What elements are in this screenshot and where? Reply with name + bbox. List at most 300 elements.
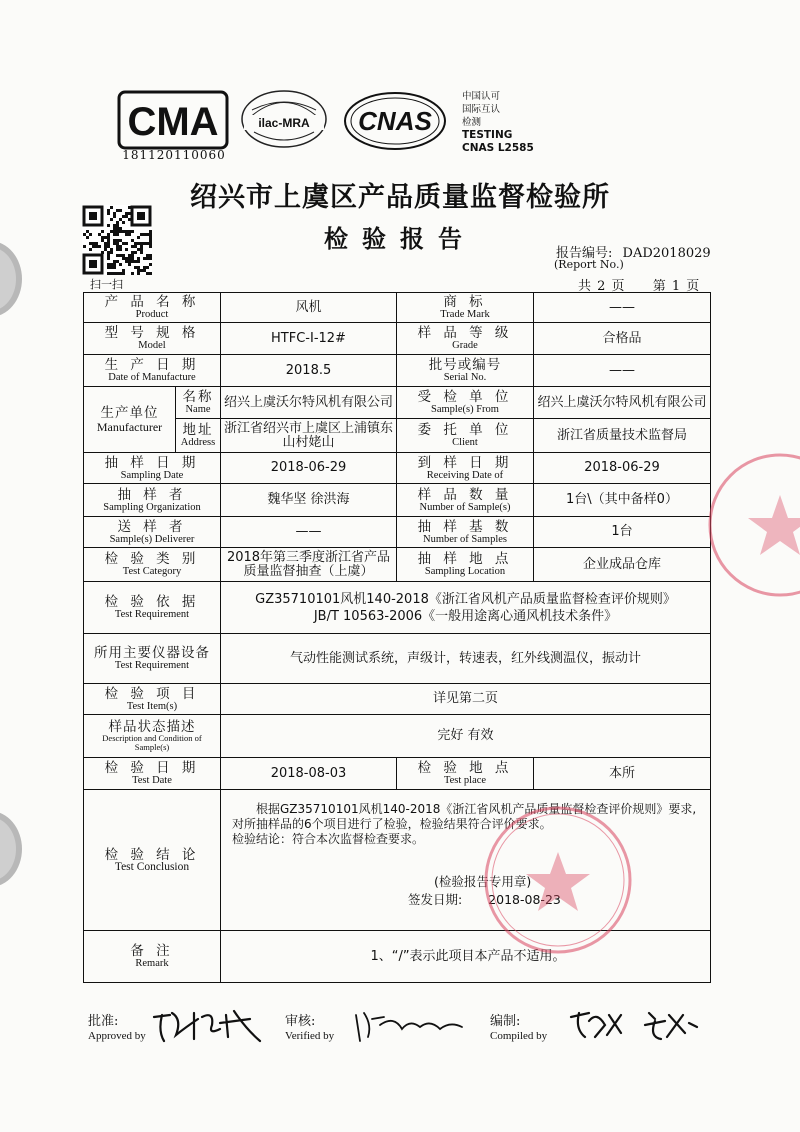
table-row: [84, 582, 711, 634]
cnas-logo-text: CNAS: [358, 106, 432, 136]
qr-module: [146, 242, 149, 245]
qr-module: [137, 257, 140, 260]
qr-module: [89, 242, 92, 245]
instruments-label-cell: [84, 634, 221, 684]
qr-module: [143, 269, 146, 272]
qr-module: [125, 242, 128, 245]
test-items-value: 详见第二页: [221, 684, 711, 715]
qr-module: [146, 233, 149, 236]
cma-logo-text: CMA: [127, 100, 219, 144]
table-row: [84, 758, 711, 790]
qr-module: [101, 236, 104, 239]
report-number-en: (Report No.): [554, 258, 624, 271]
issue-date-value: 2018-08-23: [488, 892, 561, 907]
qr-module: [116, 230, 119, 233]
table-row: [84, 453, 711, 484]
qr-module: [131, 251, 134, 254]
test-basis-label-cell: [84, 582, 221, 634]
cnas-line-4: TESTING: [462, 129, 513, 141]
manufacturer-label-cell: [84, 387, 176, 453]
sampling-org-label-en: Sampling Organization: [103, 501, 201, 513]
qr-module: [137, 266, 140, 269]
qr-module: [119, 263, 122, 266]
qr-module: [104, 248, 107, 251]
qr-module: [107, 257, 110, 260]
qr-module: [134, 242, 137, 245]
qr-module: [119, 230, 122, 233]
qr-module: [146, 272, 149, 275]
qr-module: [149, 242, 152, 245]
model-value: HTFC-I-12#: [221, 323, 397, 355]
test-basis-line-1: GZ35710101风机140-2018《浙江省风机产品质量监督检查评价规则》: [255, 591, 676, 607]
qr-module: [125, 215, 128, 218]
qr-module: [98, 233, 101, 236]
test-items-label-en: Test Item(s): [126, 700, 178, 712]
qr-module: [131, 257, 134, 260]
table-row: [84, 419, 711, 453]
qr-module: [116, 260, 119, 263]
sample-base-label-cell: [397, 517, 534, 548]
test-date-label-cell: [84, 758, 221, 790]
qr-module: [122, 272, 125, 275]
qr-module: [107, 254, 110, 257]
qr-module: [83, 233, 86, 236]
qr-module: [131, 230, 134, 233]
qr-module: [107, 266, 110, 269]
sampling-date-label-en: Sampling Date: [120, 469, 184, 481]
binder-clip-bottom: [0, 810, 28, 888]
qr-code: [82, 205, 152, 275]
model-label: 型 号 规 格: [104, 325, 200, 341]
cma-logo: [117, 88, 229, 152]
qr-module: [86, 230, 89, 233]
test-category-label: 检 验 类 别: [104, 551, 200, 567]
qr-module: [134, 266, 137, 269]
verified-signature: [350, 1005, 470, 1045]
qr-module: [137, 248, 140, 251]
qr-module: [128, 257, 131, 260]
table-row: [84, 484, 711, 517]
qr-module: [110, 272, 113, 275]
table-row: [84, 355, 711, 387]
product-value: 风机: [221, 293, 397, 323]
conclusion-label-en: Test Conclusion: [114, 860, 190, 873]
qr-module: [128, 263, 131, 266]
qr-module: [95, 245, 98, 248]
remark-label: 备 注: [130, 943, 174, 959]
sampling-org-label: 抽 样 者: [117, 486, 187, 503]
client-label-cell: [397, 419, 534, 453]
compiled-signature: [565, 1003, 705, 1045]
qr-module: [89, 248, 92, 251]
official-seal-right: [705, 440, 800, 610]
client-value: 浙江省质量技术监督局: [534, 419, 711, 453]
num-samples-label: 样 品 数 量: [417, 486, 513, 503]
qr-module: [119, 209, 122, 212]
ilac-mra-logo: [238, 88, 330, 150]
qr-module: [122, 254, 125, 257]
test-date-label: 检 验 日 期: [104, 760, 200, 776]
conclusion-line-3: 检验结论：符合本次监督检查要求。: [232, 832, 425, 846]
qr-module: [128, 233, 131, 236]
qr-module: [83, 245, 86, 248]
qr-module: [110, 263, 113, 266]
qr-module: [122, 269, 125, 272]
qr-module: [119, 272, 122, 275]
qr-module: [95, 242, 98, 245]
receiving-date-value: 2018-06-29: [534, 453, 711, 484]
qr-module: [101, 230, 104, 233]
qr-module: [131, 260, 134, 263]
qr-module: [113, 227, 116, 230]
qr-module: [143, 266, 146, 269]
instruments-value: 气动性能测试系统，声级计，转速表，红外线测温仪，振动计: [221, 634, 711, 684]
qr-module: [116, 224, 119, 227]
cnas-line-5: CNAS L2585: [462, 142, 534, 154]
qr-module: [116, 239, 119, 242]
sampling-location-label-cell: [397, 548, 534, 582]
compiled-label-en: Compiled by: [490, 1030, 548, 1042]
manufacturer-name-value: 绍兴上虞沃尔特风机有限公司: [221, 387, 397, 419]
organization-title: 绍兴市上虞区产品质量监督检验所: [190, 182, 610, 213]
sampling-date-label: 抽 样 日 期: [104, 454, 200, 471]
qr-module: [113, 242, 116, 245]
table-row: [84, 548, 711, 582]
qr-module: [116, 233, 119, 236]
qr-module: [140, 245, 143, 248]
qr-module: [125, 257, 128, 260]
num-samples-label-en: Number of Sample(s): [419, 501, 511, 513]
qr-module: [149, 254, 152, 257]
qr-module: [119, 218, 122, 221]
test-date-value: 2018-08-03: [221, 758, 397, 790]
qr-module: [107, 209, 110, 212]
qr-module: [89, 233, 92, 236]
manufacturer-name-label: 名称: [182, 389, 214, 405]
qr-module: [113, 263, 116, 266]
sampling-org-label-cell: [84, 484, 221, 517]
qr-module: [113, 215, 116, 218]
qr-module: [107, 263, 110, 266]
qr-module: [125, 260, 128, 263]
qr-module: [149, 257, 152, 260]
qr-module: [119, 239, 122, 242]
qr-module: [131, 254, 134, 257]
qr-module: [143, 233, 146, 236]
serial-label: 批号或编号: [428, 357, 502, 373]
qr-module: [107, 272, 110, 275]
qr-module: [134, 260, 137, 263]
qr-module: [101, 239, 104, 242]
qr-module: [98, 245, 101, 248]
qr-module: [128, 254, 131, 257]
receiving-date-label-cell: [397, 453, 534, 484]
table-row: [84, 517, 711, 548]
serial-label-cell: [397, 355, 534, 387]
qr-module: [149, 263, 152, 266]
test-place-label: 检 验 地 点: [417, 760, 513, 776]
qr-module: [113, 233, 116, 236]
serial-value: ——: [534, 355, 711, 387]
qr-module: [140, 269, 143, 272]
test-category-label-cell: [84, 548, 221, 582]
qr-module: [146, 266, 149, 269]
qr-module: [113, 266, 116, 269]
qr-module: [122, 215, 125, 218]
verified-block: [285, 1010, 334, 1042]
sample-from-label-cell: [397, 387, 534, 419]
qr-module: [110, 218, 113, 221]
qr-module: [107, 233, 110, 236]
qr-module: [113, 212, 116, 215]
page-number: 第 1 页: [652, 279, 700, 294]
model-label-cell: [84, 323, 221, 355]
qr-module: [137, 260, 140, 263]
table-row: [84, 684, 711, 715]
qr-module: [137, 272, 140, 275]
receiving-date-label: 到 样 日 期: [417, 454, 513, 471]
verified-label: 审核:: [285, 1014, 316, 1029]
report-special-seal: [478, 800, 638, 960]
qr-module: [128, 260, 131, 263]
qr-module: [92, 242, 95, 245]
qr-module: [110, 230, 113, 233]
manufacturer-name-label-en: Name: [185, 404, 211, 415]
remark-label-cell: [84, 931, 221, 983]
cnas-line-3: 检测: [462, 117, 482, 128]
qr-module: [110, 266, 113, 269]
sampling-date-label-cell: [84, 453, 221, 484]
sample-base-label-en: Number of Samples: [423, 533, 507, 545]
qr-module: [113, 239, 116, 242]
qr-module: [149, 230, 152, 233]
deliverer-value: ——: [221, 517, 397, 548]
qr-module: [149, 272, 152, 275]
ilac-logo-text: ilac-MRA: [258, 116, 310, 130]
sampling-date-value: 2018-06-29: [221, 453, 397, 484]
conclusion-label: 检 验 结 论: [104, 846, 200, 863]
manufacturer-addr-label: 地址: [182, 422, 214, 438]
qr-module: [116, 209, 119, 212]
manufacturer-name-label-cell: [176, 387, 221, 419]
grade-label-cell: [397, 323, 534, 355]
qr-module: [116, 248, 119, 251]
qr-module: [107, 242, 110, 245]
approved-signature: [150, 1005, 270, 1047]
trademark-label-cell: [397, 293, 534, 323]
sample-base-value: 1台: [534, 517, 711, 548]
qr-label: 扫一扫: [90, 278, 123, 291]
compiled-label: 编制:: [490, 1014, 521, 1029]
qr-module: [107, 224, 110, 227]
test-place-value: 本所: [534, 758, 711, 790]
test-category-label-en: Test Category: [122, 566, 182, 577]
qr-module: [86, 236, 89, 239]
grade-value: 合格品: [534, 323, 711, 355]
test-basis-label-en: Test Requirement: [114, 609, 190, 620]
mfg-date-label: 生 产 日 期: [104, 357, 200, 373]
sample-condition-label: 样品状态描述: [108, 719, 196, 735]
test-items-label: 检 验 项 目: [104, 685, 200, 702]
conclusion-line-2: 对所抽样品的6个项目进行了检验，检验结果符合评价要求。: [232, 817, 552, 831]
qr-module: [107, 251, 110, 254]
qr-module: [122, 257, 125, 260]
cnas-logo: [343, 90, 448, 152]
receiving-date-label-en: Receiving Date of: [426, 469, 504, 481]
qr-module: [113, 272, 116, 275]
qr-module: [149, 236, 152, 239]
product-label-en: Product: [135, 309, 169, 320]
qr-module: [113, 260, 116, 263]
qr-module: [116, 245, 119, 248]
product-label: 产 品 名 称: [104, 294, 200, 310]
approved-block: [88, 1010, 146, 1042]
deliverer-label: 送 样 者: [117, 518, 187, 535]
qr-module: [107, 239, 110, 242]
qr-module: [116, 227, 119, 230]
qr-module: [107, 212, 110, 215]
product-label-cell: [84, 293, 221, 323]
qr-module: [110, 248, 113, 251]
stamp-label: (检验报告专用章): [434, 874, 532, 889]
qr-module: [137, 236, 140, 239]
grade-label-en: Grade: [452, 340, 478, 351]
report-number-value: DAD2018029: [622, 246, 711, 261]
qr-module: [140, 233, 143, 236]
qr-module: [131, 272, 134, 275]
sample-condition-label-cell: [84, 715, 221, 758]
sampling-location-value: 企业成品仓库: [534, 548, 711, 582]
cnas-accreditation-text: [462, 90, 534, 155]
conclusion-line-1: 根据GZ35710101风机140-2018《浙江省风机产品质量监督检查评价规则》要求,: [256, 802, 697, 816]
qr-module: [140, 242, 143, 245]
qr-module: [119, 248, 122, 251]
test-basis-label: 检 验 依 据: [104, 594, 200, 610]
deliverer-label-cell: [84, 517, 221, 548]
qr-module: [122, 242, 125, 245]
test-date-label-en: Test Date: [132, 775, 172, 786]
qr-module: [119, 245, 122, 248]
qr-module: [113, 230, 116, 233]
sample-condition-value: 完好 有效: [221, 715, 711, 758]
remark-value: 1、“/”表示此项目本产品不适用。: [221, 931, 711, 983]
table-row: [84, 715, 711, 758]
qr-module: [92, 245, 95, 248]
serial-label-en: Serial No.: [443, 372, 487, 383]
manufacturer-label: 生产单位: [100, 404, 159, 421]
sample-from-label-en: Sample(s) From: [431, 404, 499, 415]
qr-module: [125, 230, 128, 233]
qr-module: [119, 227, 122, 230]
test-place-label-cell: [397, 758, 534, 790]
qr-module: [140, 251, 143, 254]
qr-module: [149, 239, 152, 242]
client-label: 委 托 单 位: [417, 422, 513, 438]
qr-module: [116, 254, 119, 257]
qr-module: [116, 221, 119, 224]
qr-module: [110, 206, 113, 209]
qr-module: [128, 230, 131, 233]
conclusion-label-cell: [84, 790, 221, 931]
table-row: [84, 293, 711, 323]
qr-module: [113, 224, 116, 227]
mfg-date-label-cell: [84, 355, 221, 387]
test-place-label-en: Test place: [443, 775, 487, 786]
mfg-date-label-en: Date of Manufacture: [108, 372, 196, 383]
qr-module: [137, 269, 140, 272]
trademark-label: 商 标: [443, 294, 487, 310]
qr-module: [131, 239, 134, 242]
qr-module: [104, 236, 107, 239]
issue-date-label: 签发日期:: [408, 892, 463, 907]
trademark-value: ——: [534, 293, 711, 323]
cnas-line-2: 国际互认: [462, 104, 501, 115]
num-samples-label-cell: [397, 484, 534, 517]
qr-module: [143, 257, 146, 260]
test-basis-value-cell: [221, 582, 711, 634]
document-title: 检验报告: [324, 224, 476, 253]
qr-module: [131, 245, 134, 248]
sampling-org-value: 魏华坚 徐洪海: [221, 484, 397, 517]
report-number-label: 报告编号:: [556, 246, 613, 261]
qr-module: [146, 257, 149, 260]
qr-module: [110, 251, 113, 254]
manufacturer-addr-value: 浙江省绍兴市上虞区上浦镇东山村姥山: [221, 419, 397, 453]
qr-module: [125, 212, 128, 215]
qr-module: [119, 254, 122, 257]
qr-module: [134, 245, 137, 248]
qr-module: [122, 230, 125, 233]
qr-module: [137, 242, 140, 245]
sampling-location-label: 抽 样 地 点: [417, 551, 513, 567]
table-row: [84, 323, 711, 355]
sample-condition-label-en: Description and Condition of Sample(s): [102, 733, 202, 752]
sampling-location-label-en: Sampling Location: [424, 566, 506, 577]
test-items-label-cell: [84, 684, 221, 715]
manufacturer-label-en: Manufacturer: [96, 419, 163, 434]
manufacturer-addr-label-cell: [176, 419, 221, 453]
trademark-label-en: Trade Mark: [440, 309, 490, 320]
instruments-label: 所用主要仪器设备: [94, 645, 210, 661]
manufacturer-addr-label-en: Address: [180, 437, 216, 448]
remark-label-en: Remark: [135, 958, 169, 969]
cnas-line-1: 中国认可: [462, 91, 501, 102]
qr-module: [140, 248, 143, 251]
client-label-en: Client: [452, 437, 478, 448]
table-row: [84, 634, 711, 684]
verified-label-en: Verified by: [285, 1030, 335, 1042]
qr-module: [125, 233, 128, 236]
qr-module: [104, 245, 107, 248]
test-basis-line-2: JB/T 10563-2006《一般用途离心通风机技术条件》: [313, 608, 618, 624]
qr-module: [125, 248, 128, 251]
qr-module: [122, 221, 125, 224]
deliverer-label-en: Sample(s) Deliverer: [109, 533, 195, 545]
qr-module: [107, 245, 110, 248]
qr-module: [149, 233, 152, 236]
sample-from-label: 受 检 单 位: [417, 389, 513, 405]
instruments-label-en: Test Requirement: [114, 660, 190, 671]
approved-label-en: Approved by: [88, 1030, 146, 1042]
table-row: [84, 387, 711, 419]
qr-module: [149, 245, 152, 248]
grade-label: 样 品 等 级: [417, 325, 513, 341]
sample-from-value: 绍兴上虞沃尔特风机有限公司: [534, 387, 711, 419]
qr-module: [134, 251, 137, 254]
test-category-value: 2018年第三季度浙江省产品质量监督抽查（上虞）: [221, 548, 397, 582]
qr-module: [116, 242, 119, 245]
qr-module: [143, 242, 146, 245]
